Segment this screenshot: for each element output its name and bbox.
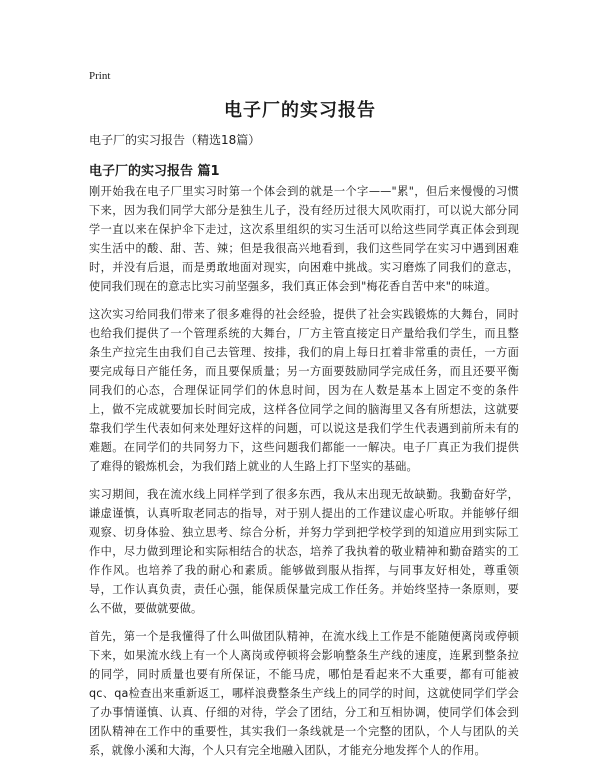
document-subtitle: 电子厂的实习报告（精选18篇） [89, 133, 261, 147]
paragraph-4: 首先，第一个是我懂得了什么叫做团队精神，在流水线上工作是不能随便离岗或停顿下来，如果流水线上有一个人离岗或停顿将会影响整条生产线的速度，连累到整条拉的同学，同时质量也要有所保证，不能马虎，哪怕是看起来不大重要，都有可能被qc、qa检查出来重新返工，哪样浪费整条生产线上的同学的时间，这就使同学们学会了办事情谨慎、认真、仔细的对待，学会了团结，分工和互相协调，使同学们体会到团队精神在工作中的重要性，其实我们一条线就是一个完整的团队，个人与团队的关系，就像小溪和大海，个人只有完全地融入团队，才能充分地发挥个人的作用。 [89, 630, 519, 757]
paragraph-2: 这次实习给同我们带来了很多难得的社会经验，提供了社会实践锻炼的大舞台，同时也给我们提供了一个管理系统的大舞台，厂方主管直接定日产量给我们学生，而且整条生产拉完生由我们自己去管理、按排，我们的肩上每日扛着非常重的责任，一方面要完成每日产能任务，而且要保质量；另一方面要鼓励同学完成任务，而且还要平衡同我们的心态，合理保证同学们的休息时间，因为在人数是基本上固定不变的条件上，做不完成就要加长时间完成，这样各位同学之间的脑海里又各有所想法，这就要靠我们学生代表如何来处理好这样的问题，可以说这是我们学生代表遇到前所未有的难题。在同学们的共同努力下，这些问题我们都能一一解决。电子厂真正为我们提供了难得的锻炼机会，为我们踏上就业的人生路上打下坚实的基础。 [89, 308, 519, 473]
print-link[interactable]: Print [89, 70, 111, 82]
section-heading: 电子厂的实习报告 篇1 [89, 164, 220, 179]
paragraph-1: 刚开始我在电子厂里实习时第一个体会到的就是一个字——"累"，但后来慢慢的习惯下来，因为我们同学大部分是独生儿子，没有经历过很大风吹雨打，可以说大部分同学一直以来在保护伞下走过，这次系里组织的实习生活可以给这些同学真正体会到现实生活中的酸、甜、苦、辣；但是我很高兴地看到，我们这些同学在实习中遇到困难时，并没有后退，而是勇敢地面对现实，向困难中挑战。实习磨炼了同我们的意志，使同我们现在的意志比实习前坚强多，我们真正体会到"梅花香自苦中来"的味道。 [89, 185, 519, 293]
document-body [89, 182, 519, 769]
paragraph-3: 实习期间，我在流水线上同样学到了很多东西，我从末出现无故缺勤。我勤奋好学，谦虚谨慎，认真听取老同志的指导，对于别人提出的工作建议虚心听取。并能够仔细观察、切身体验、独立思考、综合分析，并努力学到把学校学到的知道应用到实际工作中，尽力做到理论和实际相结合的状态，培养了我执着的敬业精神和勤奋踏实的工作作风。也培养了我的耐心和素质。能够做到服从指挥，与同事友好相处，尊重领导，工作认真负责，责任心强，能保质保量完成工作任务。并始终坚持一条原则，要么不做，要做就要做。 [89, 488, 519, 615]
page-title: 电子厂的实习报告 [224, 100, 376, 121]
